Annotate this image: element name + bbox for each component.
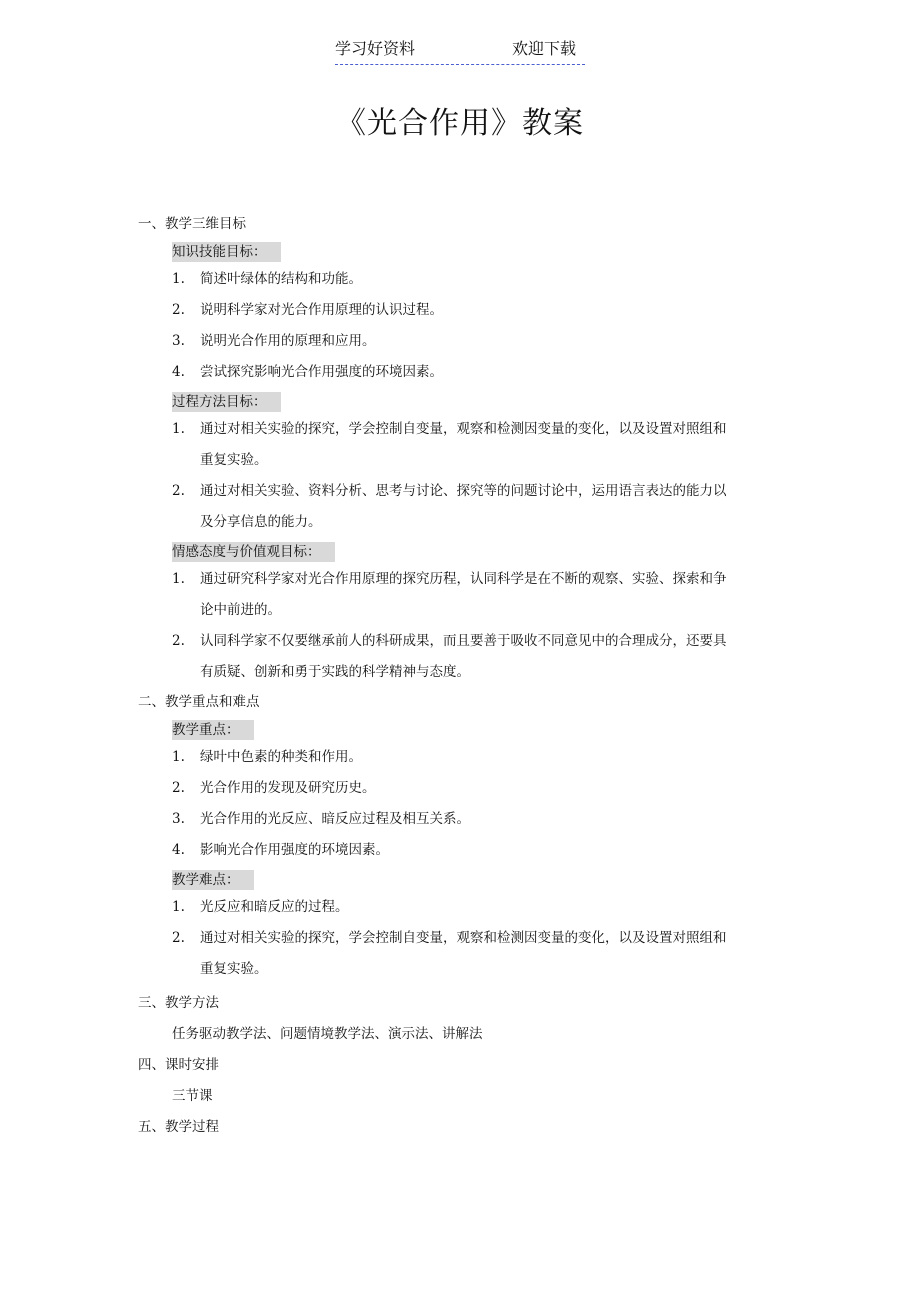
- subheading-emotion: 情感态度与价值观目标：: [172, 542, 335, 562]
- section-heading: 一、教学三维目标: [138, 216, 246, 232]
- section-heading: 四、课时安排: [138, 1057, 219, 1073]
- subheading-key-points: 教学重点：: [172, 720, 254, 740]
- list-item: 1. 光反应和暗反应的过程。: [172, 899, 349, 915]
- section-heading: 二、教学重点和难点: [138, 694, 260, 710]
- section-heading: 五、教学过程: [138, 1119, 219, 1135]
- list-item: 4. 尝试探究影响光合作用强度的环境因素。: [172, 364, 443, 380]
- section-text: 任务驱动教学法、问题情境教学法、演示法、讲解法: [172, 1026, 483, 1042]
- section-text: 三节课: [172, 1088, 213, 1104]
- list-item: 2. 说明科学家对光合作用原理的认识过程。: [172, 302, 443, 318]
- list-item: 3. 光合作用的光反应、暗反应过程及相互关系。: [172, 811, 470, 827]
- header-right-text: 欢迎下载: [512, 39, 577, 58]
- list-item: 2. 通过对相关实验、资料分析、思考与讨论、探究等的问题讨论中，运用语言表达的能力以及分享信息的能力。: [172, 483, 727, 530]
- page-header: [335, 34, 585, 65]
- list-item: 1. 通过对相关实验的探究，学会控制自变量，观察和检测因变量的变化，以及设置对照组和重复实验。: [172, 421, 727, 468]
- subheading-process: 过程方法目标：: [172, 392, 281, 412]
- document-title: 《光合作用》教案: [336, 106, 584, 141]
- list-item: 1. 通过研究科学家对光合作用原理的探究历程，认同科学是在不断的观察、实验、探索和争论中前进的。: [172, 571, 727, 618]
- list-item: 1. 绿叶中色素的种类和作用。: [172, 749, 362, 765]
- list-item: 4. 影响光合作用强度的环境因素。: [172, 842, 389, 858]
- subheading-knowledge: 知识技能目标：: [172, 242, 281, 262]
- section-heading: 三、教学方法: [138, 995, 219, 1011]
- document-body: [138, 210, 738, 1141]
- subheading-difficult-points: 教学难点：: [172, 870, 254, 890]
- list-item: 3. 说明光合作用的原理和应用。: [172, 333, 376, 349]
- list-item: 1. 简述叶绿体的结构和功能。: [172, 271, 362, 287]
- list-item: 2. 通过对相关实验的探究，学会控制自变量，观察和检测因变量的变化，以及设置对照组和重复实验。: [172, 930, 727, 977]
- list-item: 2. 认同科学家不仅要继承前人的科研成果，而且要善于吸收不同意见中的合理成分，还要具有质疑、创新和勇于实践的科学精神与态度。: [172, 633, 727, 680]
- header-left-text: 学习好资料: [335, 39, 416, 58]
- list-item: 2. 光合作用的发现及研究历史。: [172, 780, 376, 796]
